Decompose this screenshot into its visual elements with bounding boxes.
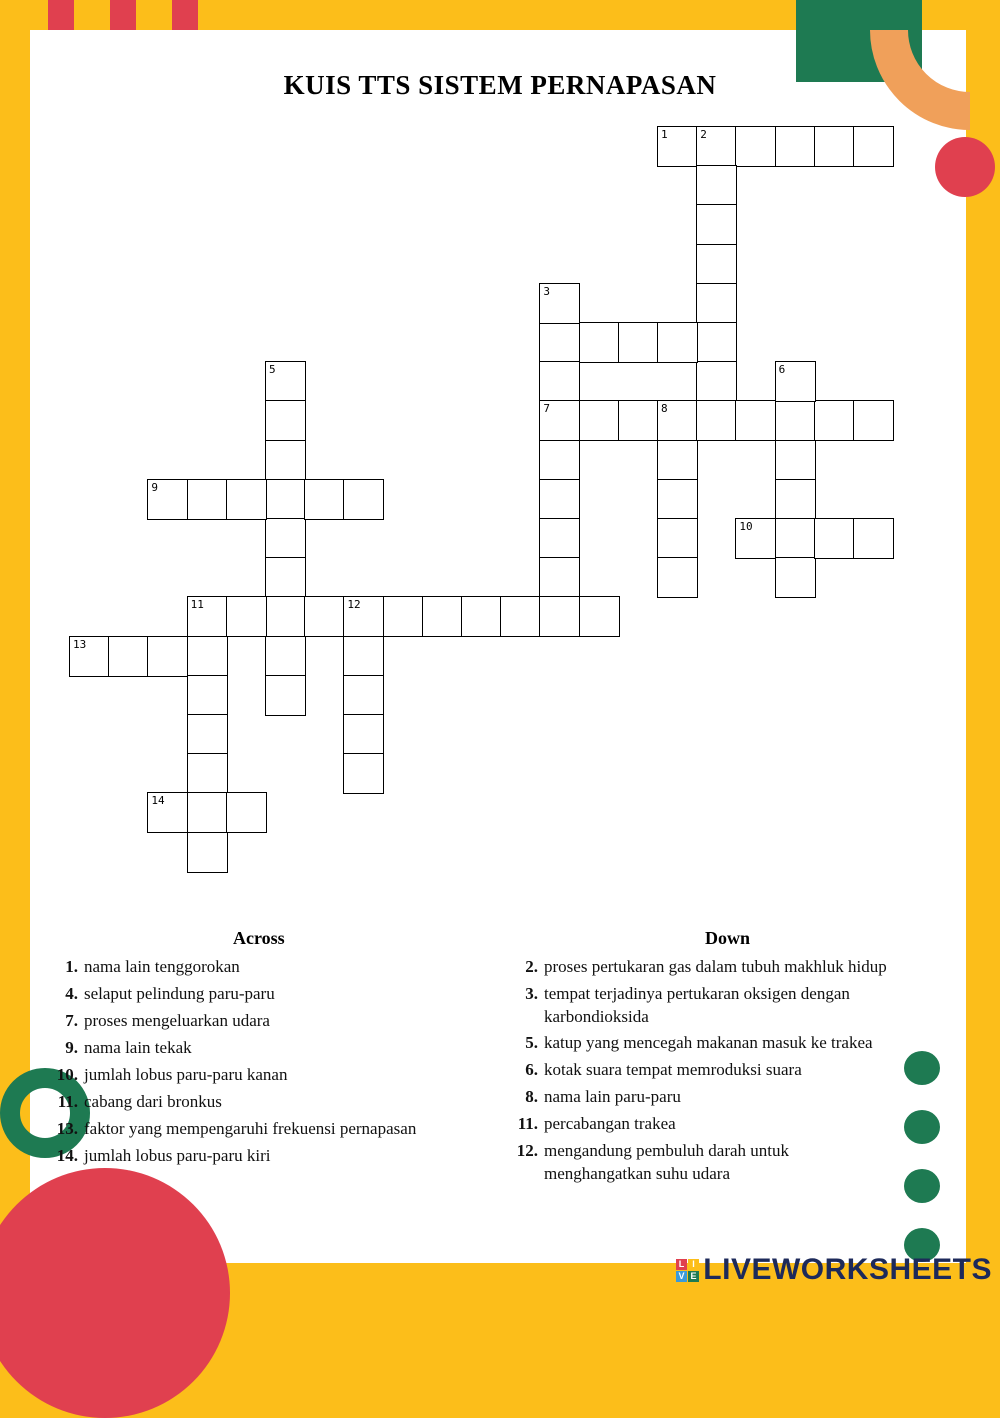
- crossword-letter-input[interactable]: [776, 480, 815, 519]
- crossword-cell[interactable]: [265, 479, 306, 520]
- crossword-letter-input[interactable]: [540, 480, 579, 519]
- crossword-letter-input[interactable]: [266, 401, 305, 440]
- crossword-letter-input[interactable]: [580, 597, 619, 636]
- across-clue-number: 7.: [65, 1011, 78, 1030]
- crossword-cell[interactable]: [657, 322, 698, 363]
- clue-number: 10: [739, 520, 753, 533]
- crossword-letter-input[interactable]: [423, 597, 462, 636]
- crossword-cell[interactable]: [147, 479, 188, 520]
- crossword-cell[interactable]: [539, 361, 580, 402]
- crossword-letter-input[interactable]: [776, 558, 815, 597]
- crossword-cell[interactable]: [775, 400, 816, 441]
- crossword-cell[interactable]: [696, 361, 737, 402]
- crossword-letter-input[interactable]: [540, 401, 579, 440]
- down-clue-number: 3.: [525, 984, 538, 1003]
- crossword-cell[interactable]: [775, 126, 816, 167]
- down-clue-number: 11.: [517, 1114, 538, 1133]
- down-clue-text: karbondioksida: [544, 1007, 649, 1026]
- across-clue-text: faktor yang mempengaruhi frekuensi pernapasan: [84, 1119, 417, 1138]
- crossword-cell[interactable]: [539, 596, 580, 637]
- crossword-cell[interactable]: [657, 126, 698, 167]
- crossword-cell[interactable]: [539, 400, 580, 441]
- crossword-cell[interactable]: [853, 126, 894, 167]
- crossword-letter-input[interactable]: [344, 480, 383, 519]
- crossword-letter-input[interactable]: [188, 793, 227, 832]
- crossword-cell[interactable]: [69, 636, 110, 677]
- across-clue-number: 14.: [56, 1146, 78, 1165]
- crossword-cell[interactable]: [657, 557, 698, 598]
- crossword-cell[interactable]: [304, 596, 345, 637]
- crossword-cell[interactable]: [187, 714, 228, 755]
- crossword-letter-input[interactable]: [227, 793, 266, 832]
- clue-number: 5: [269, 363, 276, 377]
- crossword-letter-input[interactable]: [776, 519, 815, 558]
- crossword-letter-input[interactable]: [344, 637, 383, 676]
- across-clue-text: jumlah lobus paru-paru kanan: [84, 1065, 288, 1084]
- crossword-cell[interactable]: [618, 400, 659, 441]
- clue-number: 9: [151, 480, 159, 494]
- crossword-cell[interactable]: [735, 518, 776, 559]
- crossword-letter-input[interactable]: [854, 127, 893, 166]
- crossword-cell[interactable]: [657, 518, 698, 559]
- crossword-letter-input[interactable]: [658, 127, 697, 166]
- crossword-letter-input[interactable]: [266, 480, 305, 519]
- crossword-cell[interactable]: [775, 557, 816, 598]
- across-clue-text: nama lain tekak: [84, 1038, 192, 1057]
- crossword-letter-input[interactable]: [815, 127, 854, 166]
- crossword-letter-input[interactable]: [697, 323, 736, 362]
- green-dot-decoration: [904, 1051, 940, 1085]
- crossword-letter-input[interactable]: [580, 323, 619, 362]
- across-clue-number: 11.: [57, 1092, 78, 1111]
- crossword-letter-input[interactable]: [776, 127, 815, 166]
- crossword-cell[interactable]: [696, 204, 737, 245]
- clue-number: 3: [543, 284, 551, 298]
- crossword-cell[interactable]: [814, 400, 855, 441]
- crossword-cell[interactable]: [265, 361, 306, 402]
- crossword-cell[interactable]: [696, 244, 737, 285]
- crossword-cell[interactable]: [618, 322, 659, 363]
- crossword-cell[interactable]: [343, 479, 384, 520]
- crossword-letter-input[interactable]: [188, 637, 227, 676]
- clue-number: 2: [700, 128, 707, 141]
- crossword-cell[interactable]: [265, 675, 306, 716]
- crossword-cell[interactable]: [539, 440, 580, 481]
- across-clue-number: 4.: [65, 984, 78, 1003]
- crossword-cell[interactable]: [657, 400, 698, 441]
- crossword-cell[interactable]: [539, 322, 580, 363]
- crossword-letter-input[interactable]: [344, 715, 383, 754]
- crossword-letter-input[interactable]: [815, 401, 854, 440]
- crossword-letter-input[interactable]: [266, 362, 305, 401]
- crossword-cell[interactable]: [265, 518, 306, 559]
- crossword-letter-input[interactable]: [188, 676, 227, 715]
- down-clue-text: katup yang mencegah makanan masuk ke trakea: [544, 1033, 873, 1052]
- down-clue-text: proses pertukaran gas dalam tubuh makhluk hidup: [544, 957, 887, 976]
- crossword-cell[interactable]: [343, 753, 384, 794]
- crossword-cell[interactable]: [265, 596, 306, 637]
- brand-name: LIVEWORKSHEETS: [703, 1253, 992, 1286]
- crossword-cell[interactable]: [343, 636, 384, 677]
- crossword-cell[interactable]: [696, 165, 737, 206]
- crossword-cell[interactable]: [187, 753, 228, 794]
- crossword-cell[interactable]: [579, 596, 620, 637]
- crossword-letter-input[interactable]: [697, 284, 736, 323]
- across-heading: Across: [233, 928, 285, 948]
- crossword-cell[interactable]: [187, 832, 228, 873]
- crossword-cell[interactable]: [265, 557, 306, 598]
- crossword-cell[interactable]: [853, 518, 894, 559]
- crossword-letter-input[interactable]: [266, 637, 305, 676]
- crossword-letter-input[interactable]: [344, 676, 383, 715]
- crossword-letter-input[interactable]: [854, 519, 893, 558]
- across-clue-number: 1.: [65, 957, 78, 976]
- crossword-letter-input[interactable]: [658, 401, 697, 440]
- crossword-letter-input[interactable]: [540, 558, 579, 597]
- crossword-cell[interactable]: [735, 126, 776, 167]
- crossword-letter-input[interactable]: [266, 597, 305, 636]
- crossword-cell[interactable]: [735, 400, 776, 441]
- clue-number: 1: [661, 128, 668, 141]
- liveworksheets-logo: [676, 1253, 992, 1287]
- crossword-cell[interactable]: [461, 596, 502, 637]
- crossword-cell[interactable]: [579, 400, 620, 441]
- crossword-letter-input[interactable]: [305, 480, 344, 519]
- down-clue-text: tempat terjadinya pertukaran oksigen dengan: [544, 984, 850, 1003]
- crossword-letter-input[interactable]: [697, 205, 736, 244]
- down-clue-number: 2.: [525, 957, 538, 976]
- crossword-cell[interactable]: [343, 596, 384, 637]
- crossword-cell[interactable]: [265, 400, 306, 441]
- crossword-letter-input[interactable]: [266, 676, 305, 715]
- crossword-letter-input[interactable]: [266, 519, 305, 558]
- across-clue-number: 13.: [56, 1119, 78, 1138]
- across-clue-number: 10.: [56, 1065, 78, 1084]
- crossword-cell[interactable]: [814, 518, 855, 559]
- crossword-letter-input[interactable]: [148, 793, 187, 832]
- crossword-cell[interactable]: [539, 283, 580, 324]
- across-clue-text: jumlah lobus paru-paru kiri: [84, 1146, 271, 1165]
- crossword-cell[interactable]: [775, 361, 816, 402]
- crossword-letter-input[interactable]: [776, 401, 815, 440]
- crossword-letter-input[interactable]: [540, 284, 579, 323]
- crossword-cell[interactable]: [304, 479, 345, 520]
- crossword-letter-input[interactable]: [697, 362, 736, 401]
- crossword-cell[interactable]: [147, 792, 188, 833]
- crossword-cell[interactable]: [147, 636, 188, 677]
- across-clue-number: 9.: [65, 1038, 78, 1057]
- crossword-cell[interactable]: [657, 440, 698, 481]
- crossword-cell[interactable]: [696, 322, 737, 363]
- crossword-letter-input[interactable]: [697, 401, 736, 440]
- crossword-cell[interactable]: [539, 557, 580, 598]
- crossword-cell[interactable]: [187, 636, 228, 677]
- crossword-cell[interactable]: [775, 479, 816, 520]
- crossword-letter-input[interactable]: [658, 480, 697, 519]
- down-clue-number: 6.: [525, 1060, 538, 1079]
- crossword-cell[interactable]: [775, 440, 816, 481]
- crossword-cell[interactable]: [187, 675, 228, 716]
- crossword-cell[interactable]: [696, 126, 737, 167]
- crossword-cell[interactable]: [187, 596, 228, 637]
- crossword-cell[interactable]: [775, 518, 816, 559]
- crossword-cell[interactable]: [539, 479, 580, 520]
- crossword-cell[interactable]: [539, 518, 580, 559]
- clue-number: 11: [190, 598, 204, 612]
- crossword-letter-input[interactable]: [697, 245, 736, 284]
- crossword-letter-input[interactable]: [658, 323, 697, 362]
- across-clue-text: selaput pelindung paru-paru: [84, 984, 275, 1003]
- crossword-cell[interactable]: [383, 596, 424, 637]
- down-clue-text: mengandung pembuluh darah untuk: [544, 1141, 790, 1160]
- crossword-letter-input[interactable]: [188, 597, 227, 636]
- crossword-cell[interactable]: [226, 479, 267, 520]
- crossword-letter-input[interactable]: [540, 362, 579, 401]
- page-title: KUIS TTS SISTEM PERNAPASAN: [283, 70, 717, 100]
- crossword-letter-input[interactable]: [658, 519, 697, 558]
- green-dot-decoration: [904, 1169, 940, 1203]
- crossword-letter-input[interactable]: [188, 754, 227, 793]
- crossword-letter-input[interactable]: [462, 597, 501, 636]
- crossword-letter-input[interactable]: [619, 323, 658, 362]
- crossword-letter-input[interactable]: [148, 637, 187, 676]
- crossword-cell[interactable]: [108, 636, 149, 677]
- crossword-letter-input[interactable]: [70, 637, 109, 676]
- crossword-letter-input[interactable]: [580, 401, 619, 440]
- crossword-cell[interactable]: [265, 636, 306, 677]
- clue-number: 7: [543, 402, 551, 416]
- down-clue-text: percabangan trakea: [544, 1114, 676, 1133]
- clue-number: 12: [347, 598, 361, 612]
- crossword-letter-input[interactable]: [109, 637, 148, 676]
- crossword-cell[interactable]: [579, 322, 620, 363]
- down-clue-text: menghangatkan suhu udara: [544, 1164, 730, 1183]
- liveworksheets-logo-icon: L I V E: [676, 1259, 699, 1282]
- crossword-letter-input[interactable]: [658, 441, 697, 480]
- crossword-letter-input[interactable]: [736, 401, 775, 440]
- crossword-letter-input[interactable]: [658, 558, 697, 597]
- crossword-letter-input[interactable]: [227, 480, 266, 519]
- down-clue-text: nama lain paru-paru: [544, 1087, 681, 1106]
- crossword-cell[interactable]: [187, 792, 228, 833]
- crossword-letter-input[interactable]: [697, 127, 736, 166]
- across-clue-text: cabang dari bronkus: [84, 1092, 222, 1111]
- crossword-cell[interactable]: [814, 126, 855, 167]
- crossword-cell[interactable]: [696, 400, 737, 441]
- down-clue-number: 12.: [516, 1141, 538, 1160]
- crossword-letter-input[interactable]: [266, 441, 305, 480]
- crossword-cell[interactable]: [265, 440, 306, 481]
- crossword-cell[interactable]: [853, 400, 894, 441]
- clue-number: 8: [661, 402, 668, 416]
- crossword-letter-input[interactable]: [188, 715, 227, 754]
- across-clue-text: nama lain tenggorokan: [84, 957, 240, 976]
- clue-number: 13: [73, 637, 87, 651]
- crossword-letter-input[interactable]: [736, 519, 775, 558]
- down-heading: Down: [705, 928, 751, 948]
- crossword-letter-input[interactable]: [854, 401, 893, 440]
- crossword-letter-input[interactable]: [540, 441, 579, 480]
- crossword-letter-input[interactable]: [188, 480, 227, 519]
- crossword-letter-input[interactable]: [540, 519, 579, 558]
- crossword-cell[interactable]: [696, 283, 737, 324]
- green-dot-decoration: [904, 1110, 940, 1144]
- crossword-letter-input[interactable]: [501, 597, 540, 636]
- down-clue-number: 8.: [525, 1087, 538, 1106]
- crossword-letter-input[interactable]: [540, 323, 579, 362]
- across-clue-text: proses mengeluarkan udara: [84, 1011, 270, 1030]
- crossword-cell[interactable]: [343, 675, 384, 716]
- crossword-letter-input[interactable]: [815, 519, 854, 558]
- crossword-letter-input[interactable]: [344, 597, 383, 636]
- crossword-letter-input[interactable]: [188, 833, 227, 872]
- crossword-letter-input[interactable]: [619, 401, 658, 440]
- crossword-letter-input[interactable]: [344, 754, 383, 793]
- crossword-letter-input[interactable]: [227, 597, 266, 636]
- crossword-cell[interactable]: [187, 479, 228, 520]
- crossword-letter-input[interactable]: [305, 597, 344, 636]
- crossword-letter-input[interactable]: [148, 480, 187, 519]
- clue-number: 6: [778, 363, 786, 377]
- down-clue-text: kotak suara tempat memroduksi suara: [544, 1060, 802, 1079]
- crossword-cell[interactable]: [422, 596, 463, 637]
- crossword-letter-input[interactable]: [776, 362, 815, 401]
- crossword-cell[interactable]: [226, 596, 267, 637]
- crossword-letter-input[interactable]: [266, 558, 305, 597]
- crossword-letter-input[interactable]: [776, 441, 815, 480]
- crossword-cell[interactable]: [343, 714, 384, 755]
- crossword-letter-input[interactable]: [540, 597, 579, 636]
- crossword-cell[interactable]: [657, 479, 698, 520]
- crossword-cell[interactable]: [500, 596, 541, 637]
- crossword-letter-input[interactable]: [736, 127, 775, 166]
- clue-number: 14: [151, 794, 165, 808]
- crossword-letter-input[interactable]: [384, 597, 423, 636]
- down-clue-number: 5.: [525, 1033, 538, 1052]
- crossword-letter-input[interactable]: [697, 166, 736, 205]
- crossword-cell[interactable]: [226, 792, 267, 833]
